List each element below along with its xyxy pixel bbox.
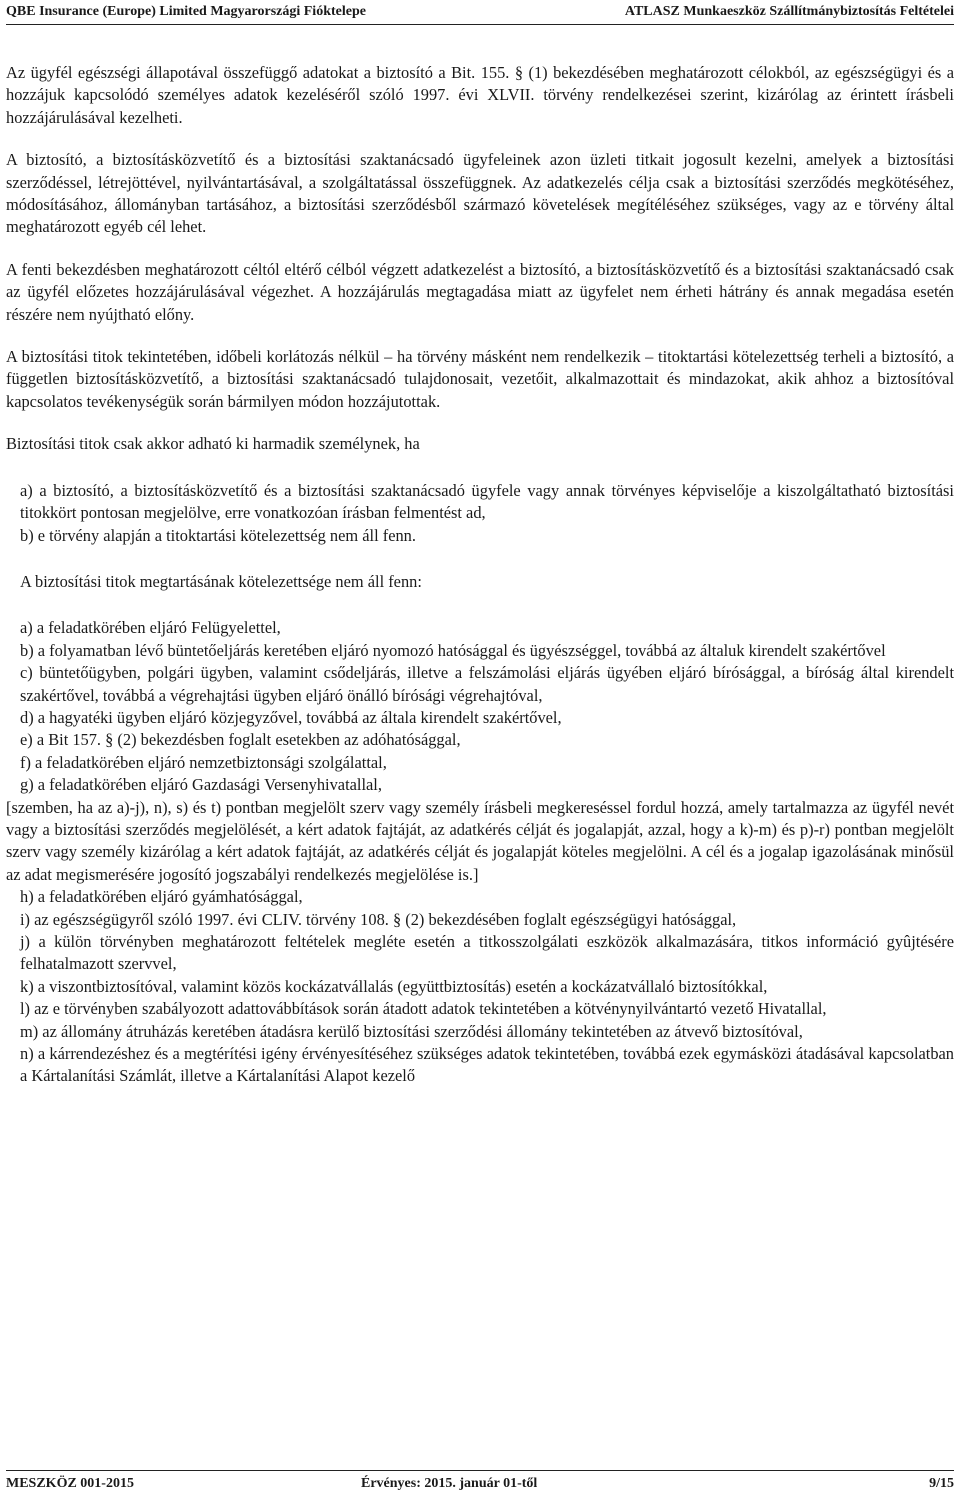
list-item: d) a hagyatéki ügyben eljáró közjegyzővel, továbbá az általa kirendelt szakértővel, — [20, 707, 562, 727]
list-item: k) a viszontbiztosítóval, valamint közös kockázatvállalás (együttbiztosítás) esetén a kockázatvállaló biztosítókkal, — [20, 976, 768, 996]
list-item: n) a kárrendezéshez és a megtérítési igény érvényesítéséhez szükséges adatok tekintetében, továbbá ezek egymásközi átadásával kapcsolatban a Kártalanítási Számlát, illetve a Kártalanítási Alapot kezelő — [20, 1044, 954, 1086]
list-item: h) a feladatkörében eljáró gyámhatósággal, — [20, 887, 303, 907]
list-item: b) a folyamatban lévő büntetőeljárás keretében eljáró nyomozó hatósággal és ügyészséggel, továbbá az általuk kirendelt szakértővel — [20, 640, 886, 660]
header-document-title: ATLASZ Munkaeszköz Szállítmánybiztosítás Feltételei — [624, 4, 954, 19]
paragraph-business-secrets: A biztosító, a biztosításközvetítő és a biztosítási szaktanácsadó ügyfeleinek azon üzleti titkait jogosult kezelni, amelyek a biztosítási szerződéssel, létrejöttével, nyilvántartásával, a szolgáltatással összefüggnek. Az adatkezelés célja csak a biztosítási szerződés megkötéséhez, módosításához, állományban tartásához, a biztosítási szerződésből származó követelések megítéléséhez szükséges, vagy az e törvény által meghatározott egyéb cél lehet. — [6, 150, 954, 237]
list-item: f) a feladatkörében eljáró nemzetbiztonsági szolgálattal, — [20, 752, 387, 772]
list-item: l) az e törvényben szabályozott adattovábbítások során átadott adatok tekintetében a kötvénynyilvántartó vezető Hivatallal, — [20, 999, 827, 1019]
footer-document-code: MESZKÖZ 001-2015 — [6, 1476, 134, 1491]
page-header — [6, 2, 954, 25]
paragraph-disclosure-intro: Biztosítási titok csak akkor adható ki harmadik személynek, ha — [6, 434, 420, 454]
list-item: b) e törvény alapján a titoktartási kötelezettség nem áll fenn. — [20, 525, 416, 545]
list-item: c) büntetőügyben, polgári ügyben, valamint csődeljárás, illetve a felszámolási eljárás ügyében eljáró bírósággal, a bíróság által kirendelt szakértővel, továbbá a végrehajtási ügyben eljáró önálló bírósági végrehajtóval, — [20, 663, 954, 705]
footer-validity: Érvényes: 2015. január 01-től — [361, 1476, 538, 1491]
paragraph-health-data: Az ügyfél egészségi állapotával összefüggő adatokat a biztosító a Bit. 155. § (1) bekezdésében meghatározott célokból, az egészségügyi és a hozzájuk kapcsolódó személyes adatok kezeléséről szóló 1997. évi XLVII. törvény rendelkezései szerint, kizárólag az érintett írásbeli hozzájárulásával kezelheti. — [6, 63, 954, 127]
paragraph-exceptions-intro: A biztosítási titok megtartásának kötelezettsége nem áll fenn: — [20, 571, 422, 591]
header-company: QBE Insurance (Europe) Limited Magyarországi Fióktelepe — [6, 4, 366, 19]
paragraph-confidentiality: A biztosítási titok tekintetében, időbeli korlátozás nélkül – ha törvény másként nem rendelkezik – titoktartási kötelezettség terheli a biztosító, a független biztosításközvetítő, a biztosítási szaktanácsadó tulajdonosait, vezetőit, alkalmazottait és mindazokat, akik ahhoz a biztosítóval kapcsolatos tevékenységük során bármilyen módon hozzájutottak. — [6, 347, 954, 411]
paragraph-consent: A fenti bekezdésben meghatározott céltól eltérő célból végzett adatkezelést a biztosító, a biztosításközvetítő és a biztosítási szaktanácsadó csak az ügyfél előzetes hozzájárulásával végezhet. A hozzájárulás megtagadása miatt az ügyfelet nem érheti hátrány és annak megadása esetén részére nem nyújtható előny. — [6, 259, 954, 324]
document-body — [6, 62, 954, 1088]
paragraph-bracket-note: [szemben, ha az a)-j), n), s) és t) pontban megjelölt szerv vagy személy írásbeli megkereséssel fordul hozzá, amely tartalmazza az ügyfél nevét vagy a biztosítási szerződés megjelölését, a kért adatok fajtáját, az adatkérés célját és jogalapját, azzal, hogy a k)-m) és p)-r) pontban megjelölt szerv vagy személy kizárólag a kért adatok fajtáját, az adatkérés célját és jogalapját köteles megjelölni. A cél és a jogalap igazolásának minősül az adat megismerésére jogosító jogszabályi rendelkezés megjelölése is.] — [6, 797, 954, 884]
list-item: g) a feladatkörében eljáró Gazdasági Versenyhivatallal, — [20, 775, 382, 795]
list-item: a) a feladatkörében eljáró Felügyelettel, — [20, 618, 281, 638]
list-item: i) az egészségügyről szóló 1997. évi CLIV. törvény 108. § (2) bekezdésében foglalt egészségügyi hatósággal, — [20, 909, 737, 929]
list-item: a) a biztosító, a biztosításközvetítő és a biztosítási szaktanácsadó ügyfele vagy annak törvényes képviselője a kiszolgáltatható biztosítási titokkört pontosan megjelölve, erre vonatkozóan írásban felmentést ad, — [20, 480, 954, 523]
list-item: m) az állomány átruházás keretében átadásra kerülő biztosítási szerződési állomány tekintetében az átvevő biztosítóval, — [20, 1021, 803, 1041]
list-item: j) a külön törvényben meghatározott feltételek megléte esetén a titkosszolgálati eszközök alkalmazására, titkos információ gyûjtésére felhatalmazott szervvel, — [20, 932, 954, 974]
list-item: e) a Bit 157. § (2) bekezdésben foglalt esetekben az adóhatósággal, — [20, 730, 461, 750]
page-footer — [6, 1470, 954, 1495]
footer-page-number: 9/15 — [929, 1476, 954, 1491]
